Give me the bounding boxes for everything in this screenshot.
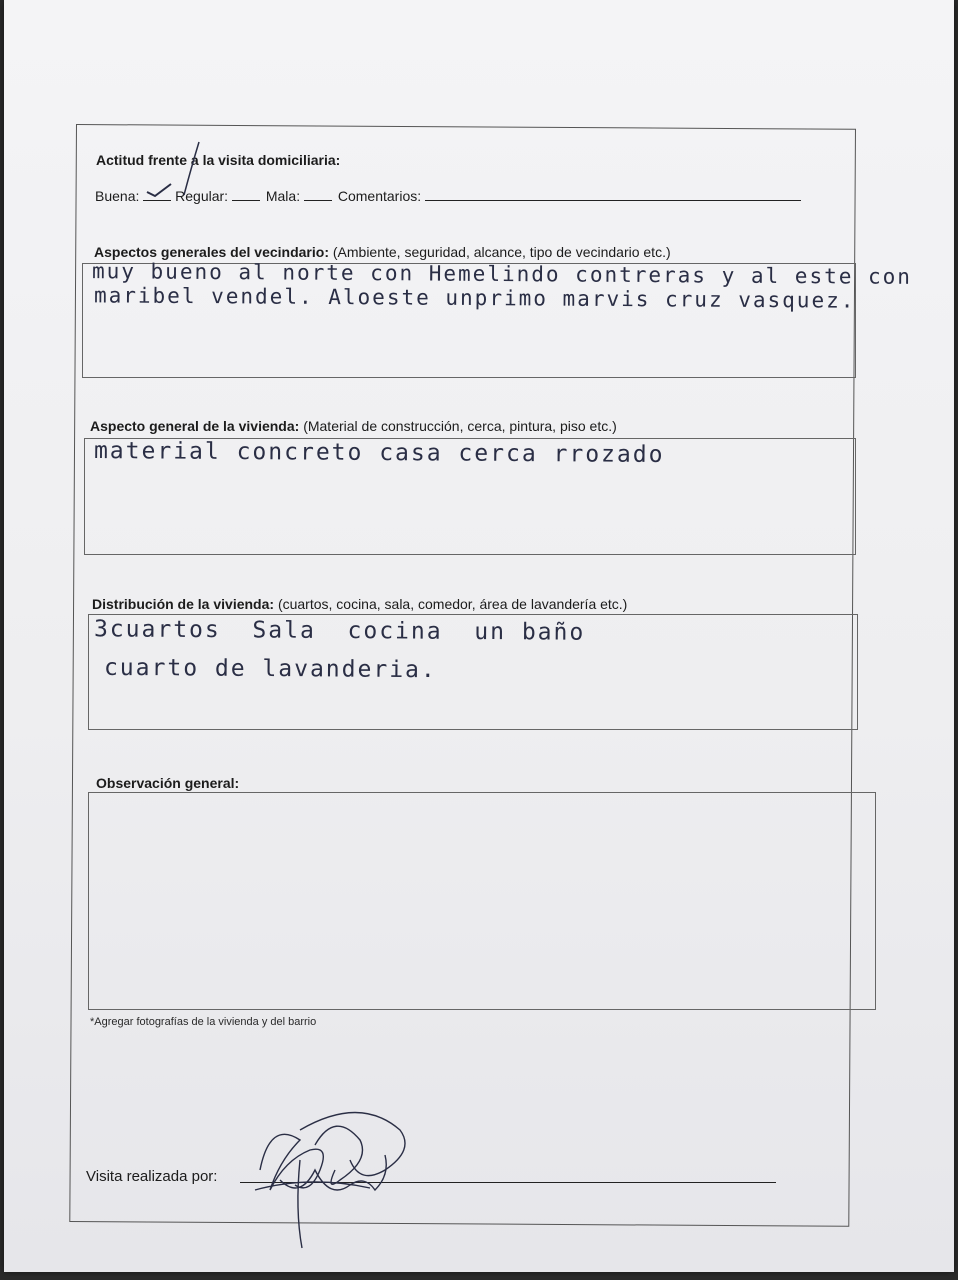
pen-stroke-icon bbox=[174, 140, 214, 200]
buena-label: Buena: bbox=[95, 188, 140, 204]
distribution-heading: Distribución de la vivienda: (cuartos, cocina, sala, comedor, área de lavandería etc.) bbox=[92, 596, 628, 612]
neighborhood-text-line-2: maribel vendel. Aloeste unprimo marvis cruz vasquez. bbox=[93, 283, 856, 313]
distribution-text-line-1: 3cuartos Sala cocina un baño bbox=[93, 616, 586, 646]
comentarios-blank bbox=[425, 188, 801, 201]
attitude-heading: Actitud frente a la visita domiciliaria: bbox=[96, 152, 341, 168]
neighborhood-text-line-1: muy bueno al norte con Hemelindo contreras y al este con bbox=[91, 259, 913, 289]
comentarios-label: Comentarios: bbox=[337, 188, 422, 204]
document-page bbox=[4, 0, 954, 1272]
housing-heading: Aspecto general de la vivienda: (Material de construcción, cerca, pintura, piso etc.) bbox=[90, 418, 617, 434]
checkmark-icon bbox=[145, 182, 175, 198]
visit-by-label: Visita realizada por: bbox=[86, 1168, 218, 1185]
regular-label: Regular: bbox=[175, 188, 229, 204]
observation-heading: Observación general: bbox=[96, 775, 240, 791]
mala-label: Mala: bbox=[265, 188, 301, 204]
buena-blank bbox=[143, 188, 171, 201]
mala-blank bbox=[304, 188, 332, 201]
distribution-text-line-2: cuarto de lavanderia. bbox=[103, 654, 437, 684]
housing-text-line-1: material concreto casa cerca rrozado bbox=[93, 438, 665, 468]
observation-box bbox=[88, 792, 876, 1010]
regular-blank bbox=[232, 188, 260, 201]
neighborhood-heading: Aspectos generales del vecindario: (Ambiente, seguridad, alcance, tipo de vecindario etc.) bbox=[94, 244, 671, 260]
signature-icon bbox=[240, 1100, 420, 1250]
photos-footnote: *Agregar fotografías de la vivienda y del barrio bbox=[90, 1016, 317, 1028]
